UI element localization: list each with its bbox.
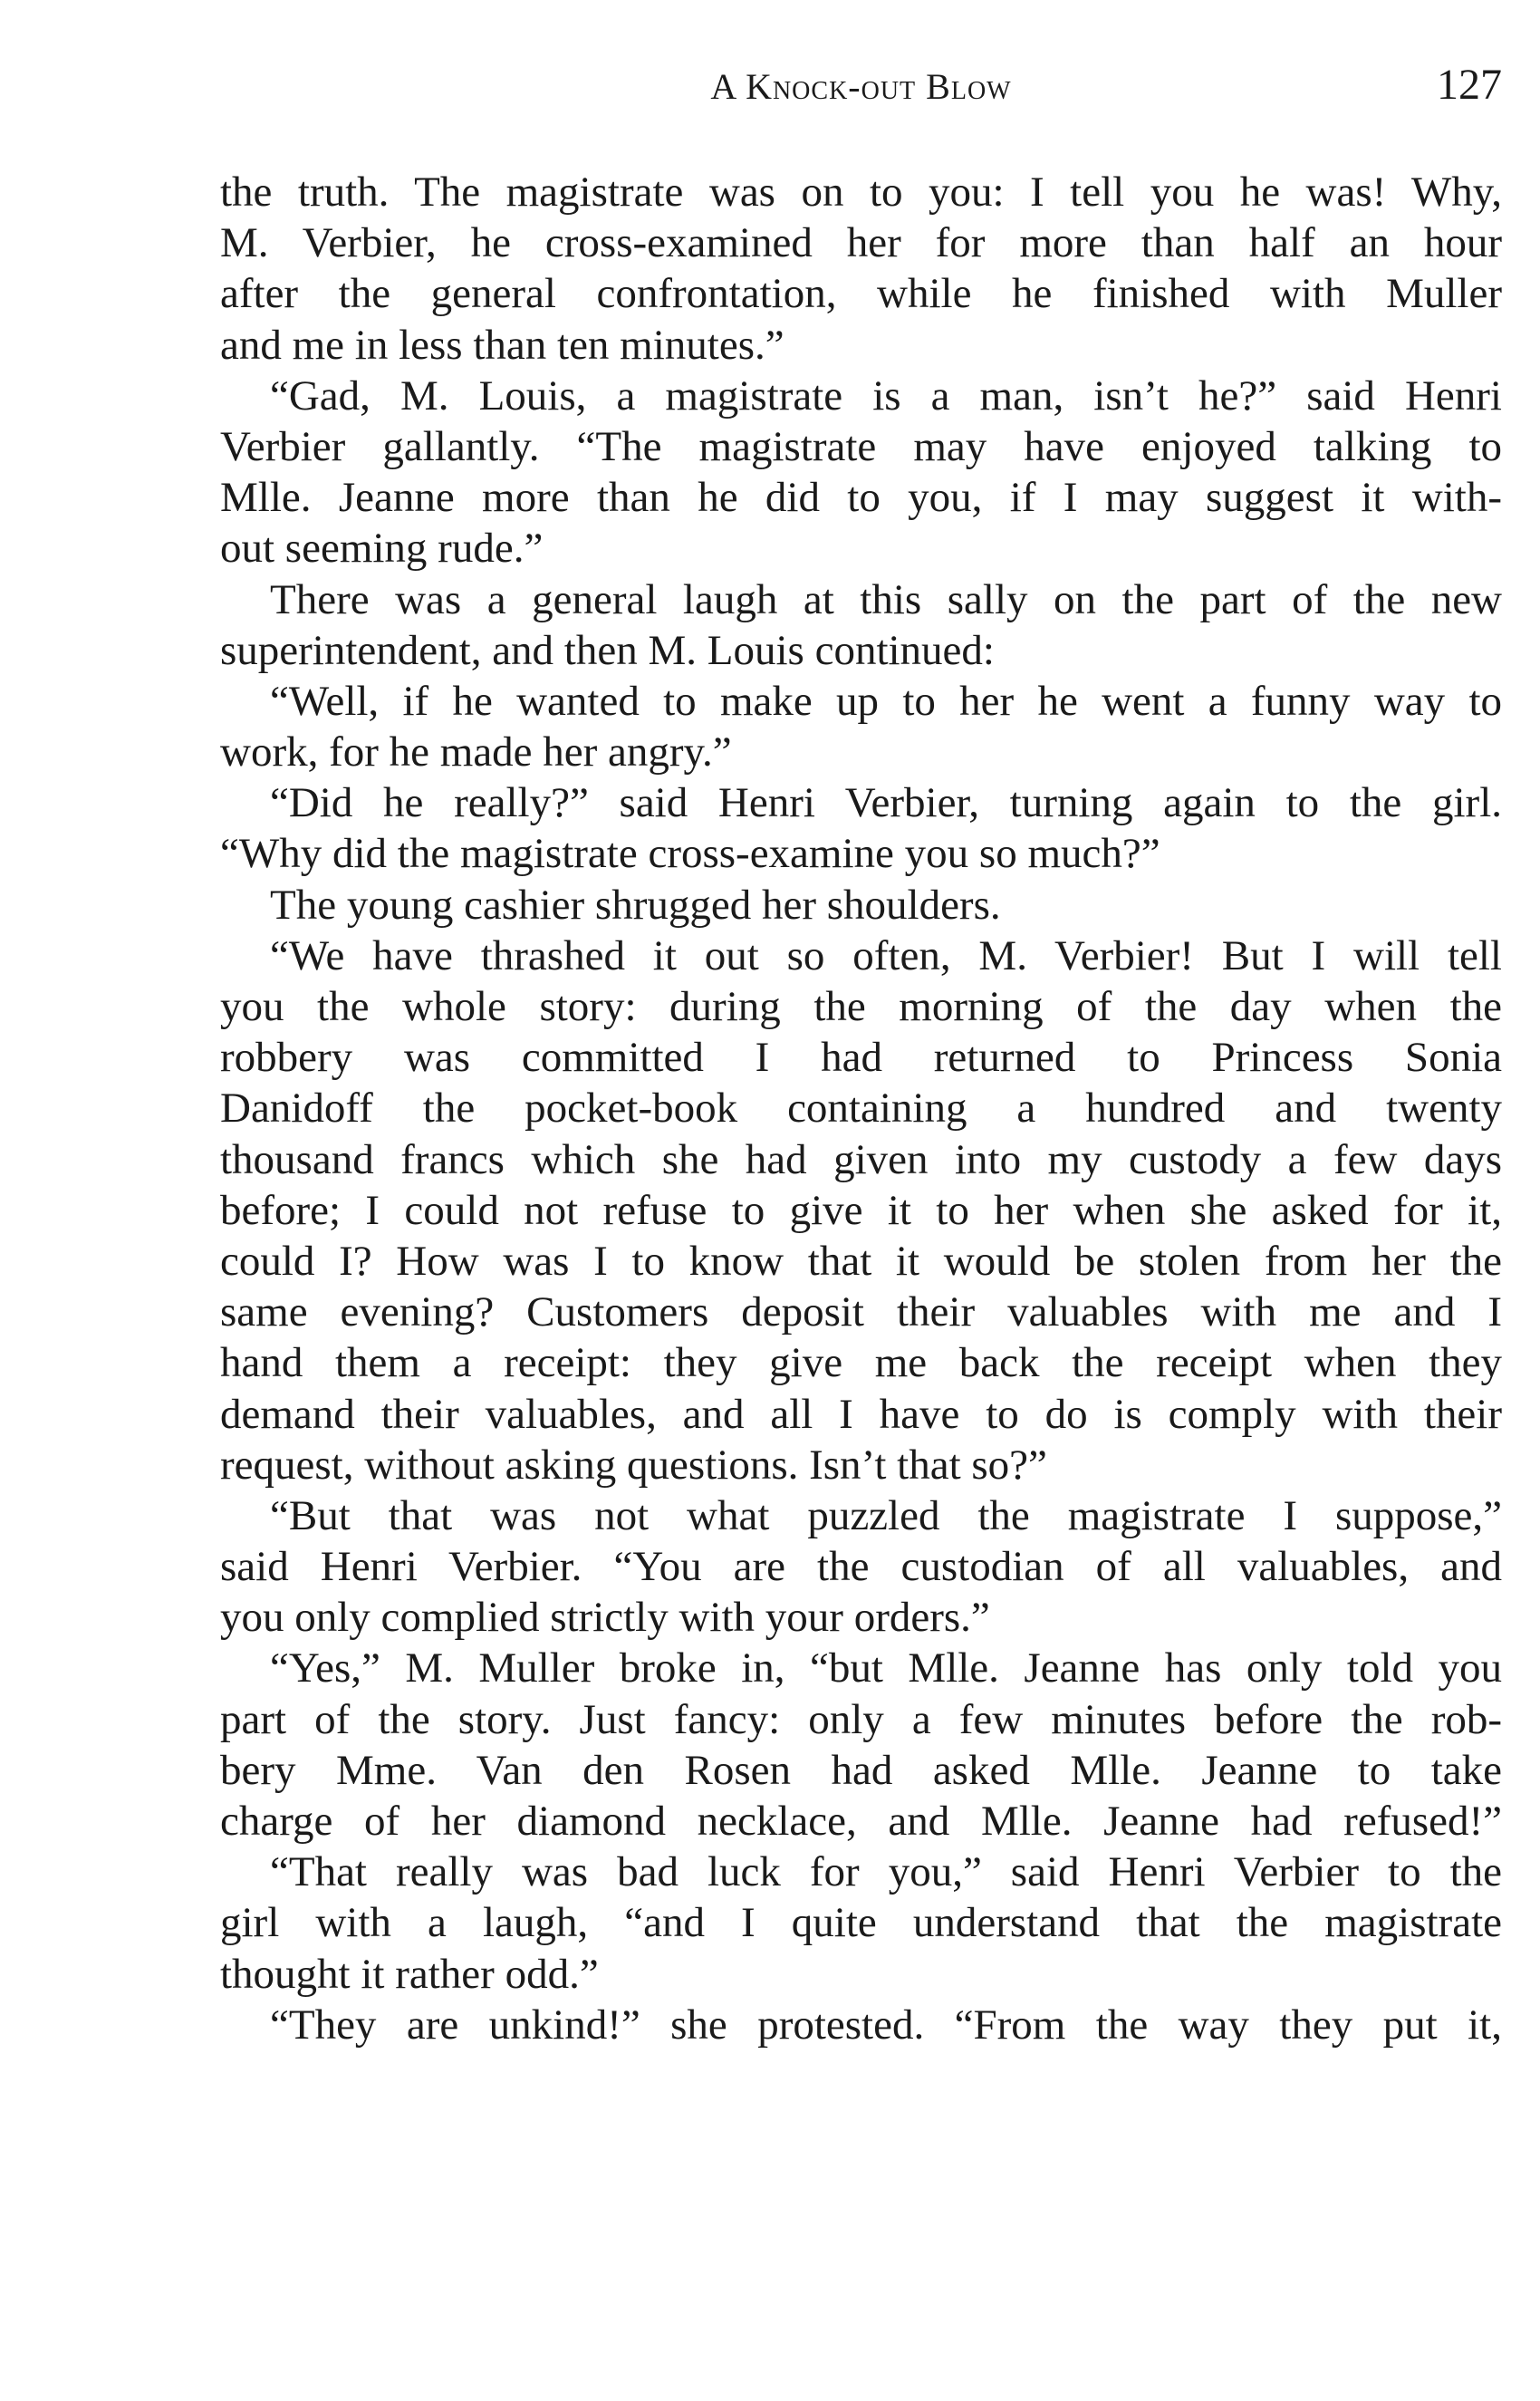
text-line: you the whole story: during the morning of the day when the — [220, 983, 1502, 1030]
text-line: said Henri Verbier. “You are the custodian of all valuables, and — [220, 1543, 1502, 1591]
text-line: “They are unkind!” she protested. “From the way they put it, — [270, 2001, 1502, 2049]
text-line: “That really was bad luck for you,” said Henri Verbier to the — [270, 1848, 1502, 1896]
text-line: charge of her diamond necklace, and Mlle. Jeanne had refused!” — [220, 1798, 1502, 1845]
running-title: A Knock-out Blow — [710, 66, 1012, 107]
text-line: “Did he really?” said Henri Verbier, turning again to the girl. — [270, 779, 1502, 827]
text-line: “But that was not what puzzled the magistrate I suppose,” — [270, 1491, 1502, 1539]
text-line: “Yes,” M. Muller broke in, “but Mlle. Jeanne has only told you — [270, 1644, 1502, 1692]
text-line: before; I could not refuse to give it to her when she asked for it, — [220, 1186, 1502, 1234]
text-line: hand them a receipt: they give me back the receipt when they — [220, 1339, 1502, 1387]
text-line: Danidoff the pocket-book containing a hundred and twenty — [220, 1085, 1502, 1133]
text-line: thousand francs which she had given into my custody a few days — [220, 1135, 1502, 1183]
text-line: you only complied strictly with your orders.” — [220, 1594, 990, 1642]
text-line: girl with a laugh, “and I quite understand that the magistrate — [220, 1899, 1502, 1947]
text-line: could I? How was I to know that it would be stolen from her the — [220, 1237, 1502, 1285]
text-line: and me in less than ten minutes.” — [220, 321, 784, 369]
text-line: M. Verbier, he cross-examined her for more than half an hour — [220, 219, 1502, 267]
page-number: 127 — [1437, 61, 1502, 109]
text-line: The young cashier shrugged her shoulders. — [270, 881, 1001, 929]
text-line: Mlle. Jeanne more than he did to you, if I may suggest it with- — [220, 474, 1502, 522]
text-line: same evening? Customers deposit their valuables with me and I — [220, 1288, 1502, 1336]
text-line: There was a general laugh at this sally on the part of the new — [270, 575, 1502, 623]
text-line: request, without asking questions. Isn’t that so?” — [220, 1441, 1047, 1489]
text-line: Verbier gallantly. “The magistrate may have enjoyed talking to — [220, 422, 1502, 470]
text-line: bery Mme. Van den Rosen had asked Mlle. Jeanne to take — [220, 1746, 1502, 1794]
running-head — [220, 56, 1502, 120]
text-line: “Why did the magistrate cross-examine you so much?” — [220, 830, 1160, 878]
text-line: “Well, if he wanted to make up to her he went a funny way to — [270, 677, 1502, 725]
text-line: thought it rather odd.” — [220, 1950, 599, 1998]
text-line: superintendent, and then M. Louis continued: — [220, 626, 995, 674]
text-line: the truth. The magistrate was on to you: I tell you he was! Why, — [220, 169, 1502, 216]
text-line: “Gad, M. Louis, a magistrate is a man, isn’t he?” said Henri — [270, 371, 1502, 419]
text-line: demand their valuables, and all I have to do is comply with their — [220, 1390, 1502, 1438]
body-text — [220, 167, 1502, 2050]
text-line: robbery was committed I had returned to Princess Sonia — [220, 1034, 1502, 1082]
text-line: “We have thrashed it out so often, M. Verbier! But I will tell — [270, 931, 1502, 979]
text-line: part of the story. Just fancy: only a few minutes before the rob- — [220, 1695, 1502, 1743]
text-line: out seeming rude.” — [220, 525, 544, 573]
text-line: work, for he made her angry.” — [220, 728, 732, 776]
text-line: after the general confrontation, while he finished with Muller — [220, 270, 1502, 318]
